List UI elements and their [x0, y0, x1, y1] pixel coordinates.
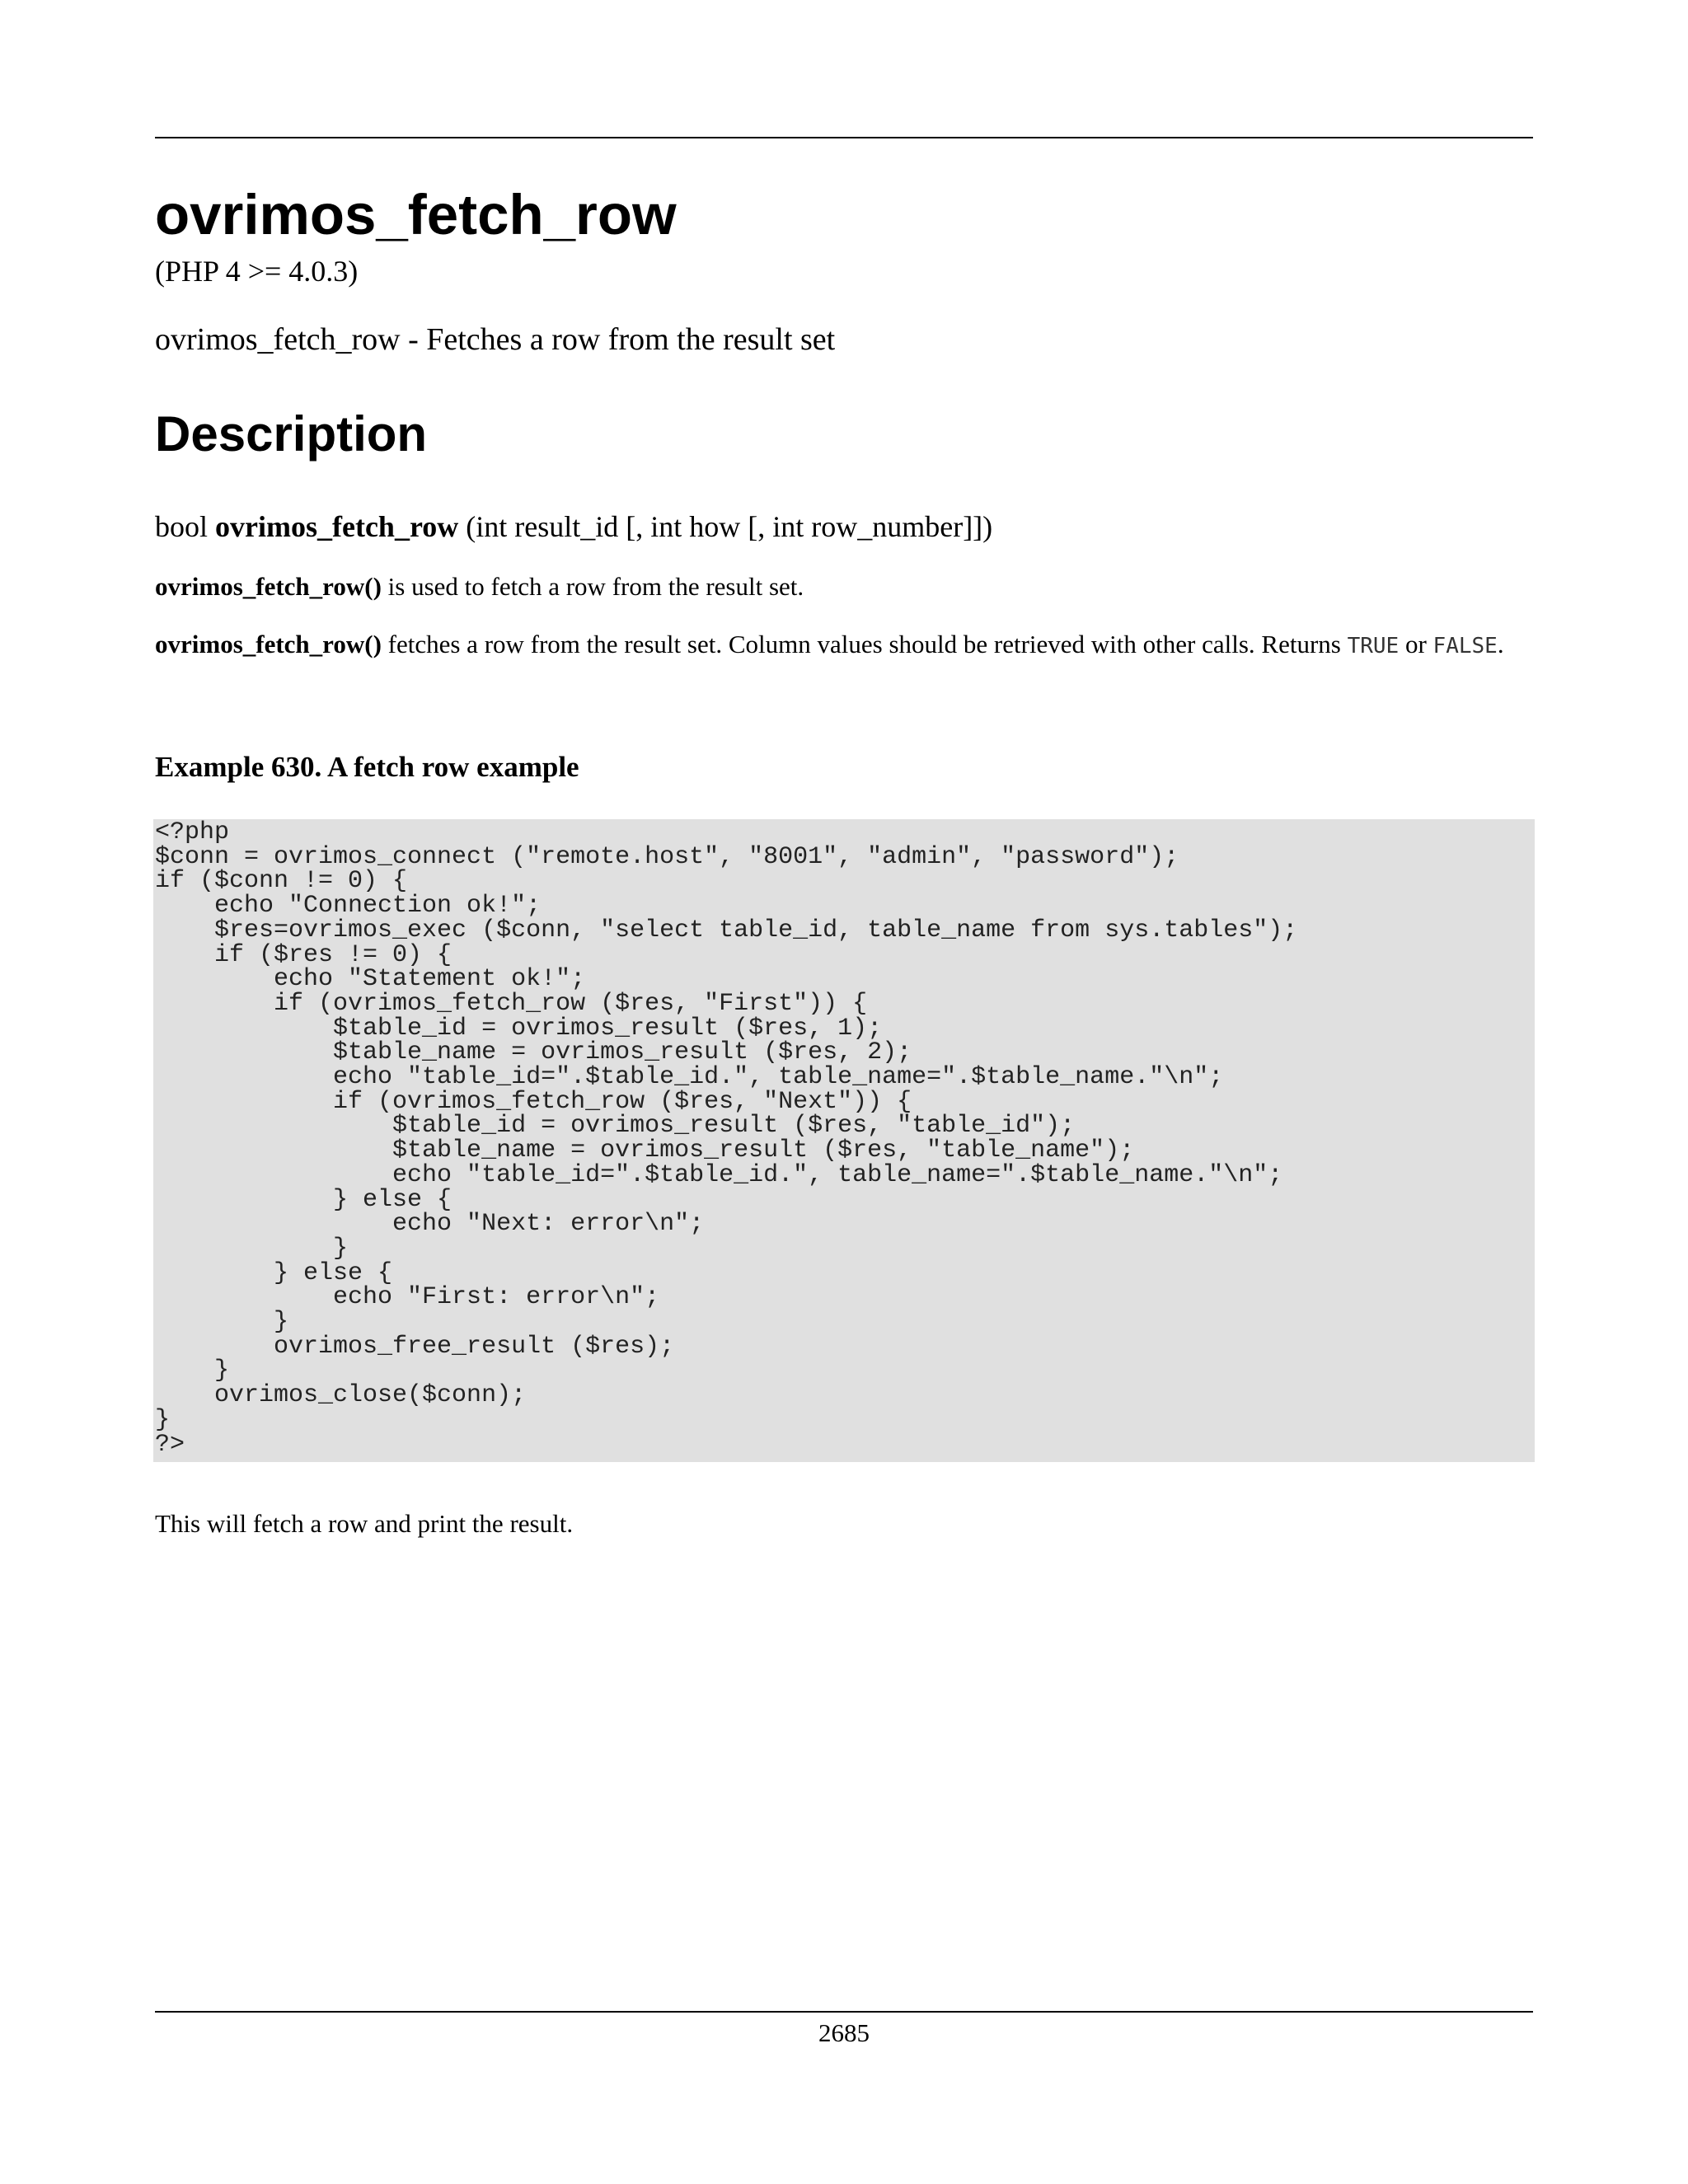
- page-title: ovrimos_fetch_row: [155, 183, 677, 246]
- paragraph-text: fetches a row from the result set. Column values should be retrieved with other calls. Returns: [381, 630, 1348, 658]
- document-page: [155, 0, 1533, 2184]
- code-listing: <?php $conn = ovrimos_connect ("remote.host", "8001", "admin", "password"); if ($conn != 0) { echo "Connection ok!"; $res=ovrimos_exec ($conn, "select table_id, table_name from sys.tables"); if ($res != 0) { echo "Statement ok!"; if (ovrimos_fetch_row ($res, "First")) { $table_id = ovrimos_result ($res, 1); $table_name = ovrimos_result ($res, 2); echo "table_id=".$table_id.", table_name=".$table_name."\n"; if (ovrimos_fetch_row ($res, "Next")) { $table_id = ovrimos_result ($res, "table_id"); $table_name = ovrimos_result ($res, "table_name"); echo "table_id=".$table_id.", table_name=".$table_name."\n"; } else { echo "Next: error\n"; } } else { echo "First: error\n"; } ovrimos_free_result ($res); } ovrimos_close($conn); } ?>: [155, 819, 1298, 1459]
- paragraph-text-end: .: [1497, 630, 1504, 658]
- description-paragraph-2: [155, 629, 1533, 662]
- example-closing-text: This will fetch a row and print the result.: [155, 1509, 574, 1538]
- paragraph-text: is used to fetch a row from the result set.: [381, 572, 804, 601]
- version-info: (PHP 4 >= 4.0.3): [155, 255, 359, 288]
- section-heading-description: Description: [155, 406, 428, 462]
- header-rule: [155, 137, 1533, 138]
- function-purpose: ovrimos_fetch_row - Fetches a row from the result set: [155, 322, 836, 357]
- function-reference: ovrimos_fetch_row(): [155, 630, 382, 658]
- true-literal: TRUE: [1347, 634, 1400, 658]
- paragraph-text-or: or: [1399, 630, 1433, 658]
- example-title: Example 630. A fetch row example: [155, 751, 579, 783]
- synopsis-function-name: ovrimos_fetch_row: [215, 510, 459, 543]
- code-example-block: [153, 819, 1535, 1462]
- description-paragraph-1: [155, 571, 804, 602]
- false-literal: FALSE: [1432, 634, 1498, 658]
- page-number: 2685: [818, 2018, 870, 2047]
- function-reference: ovrimos_fetch_row(): [155, 572, 382, 601]
- footer-rule: [155, 2011, 1533, 2013]
- function-synopsis: [155, 509, 992, 545]
- synopsis-return-type: bool: [155, 510, 209, 543]
- synopsis-params: (int result_id [, int how [, int row_number]]): [466, 510, 993, 543]
